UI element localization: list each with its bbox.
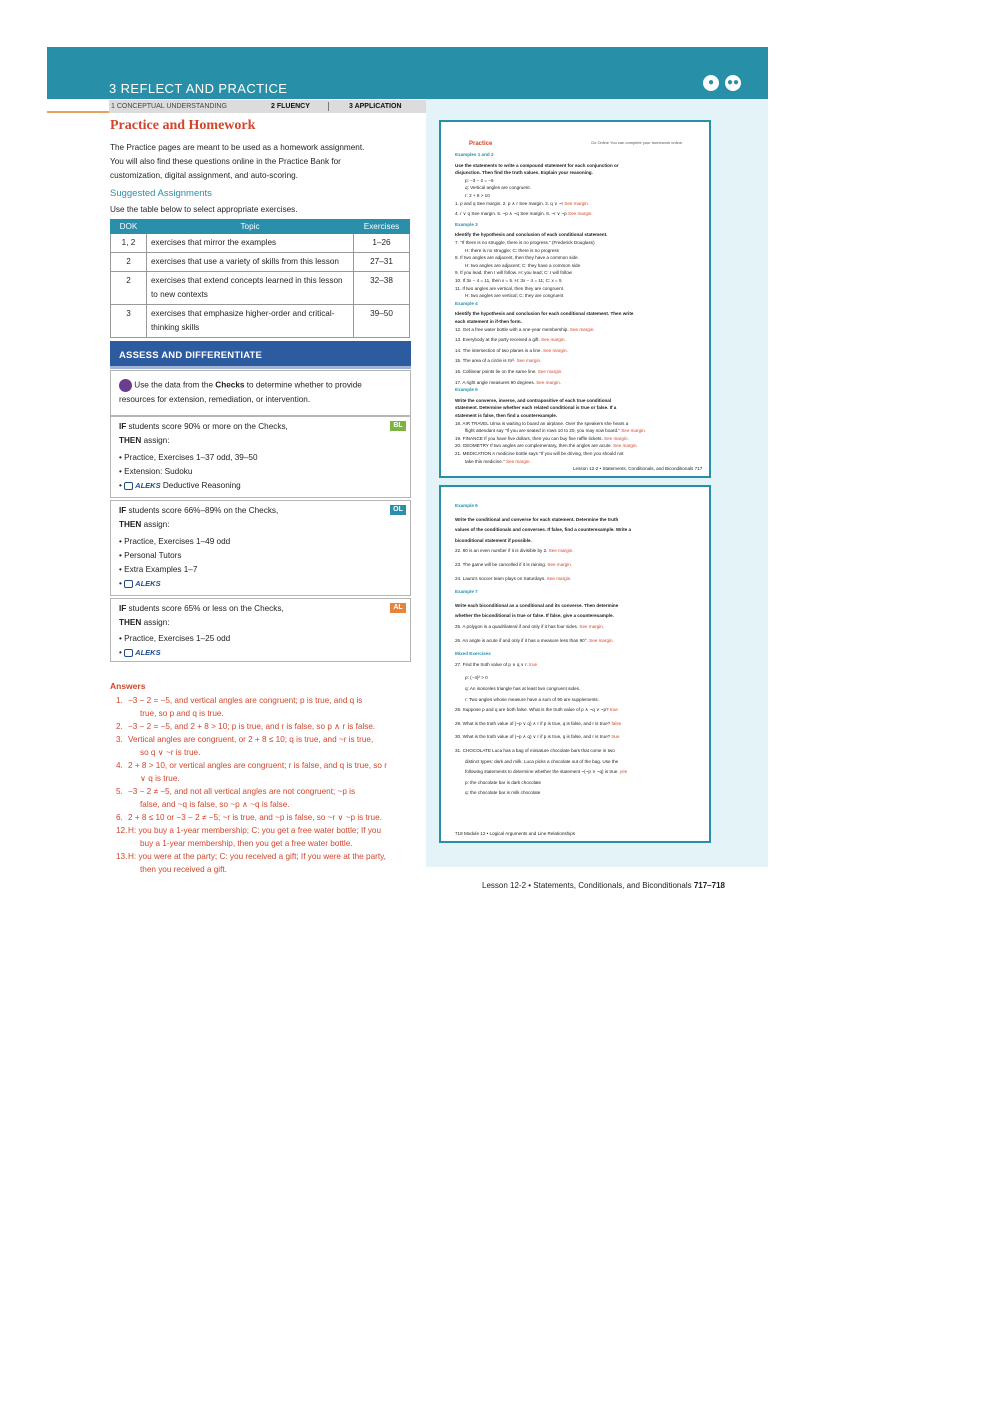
suggested-text: Use the table below to select appropriate exercises. [110,205,298,214]
exercise-line: p: the chocolate bar is dark chocolate [465,779,542,785]
exercise-line: flight attendant say "If you are seated in rows 10 to 20, you may now board." See margin. [465,428,647,434]
answer-line: 4. 2 + 8 > 10, or vertical angles are congruent; r is false, and q is true, so r [116,761,387,770]
exercise-line: 7. "If there is no struggle, there is no progress." (Frederick Douglass) [455,240,595,245]
exercise-line: 19. FINANCE If you have five dollars, then you can buy five raffle tickets. See margin. [455,435,629,441]
assess-header [110,341,411,369]
exercise-line: following statements to determine whether the statement ~(~p ∨ ~q) is true. yes [465,769,628,775]
exercise-line: H: two angles are adjacent; C: they have a common side [465,262,581,268]
exercise-line: 28. Suppose p and q are both false. What is the truth value of p ∧ ~q ∨ ~p? true [455,707,618,713]
exercise-line: distinct types: dark and milk. Luca picks a chocolate out of the bag. Use the [465,758,619,764]
exercise-line: 16. Collinear points lie on the same line. See margin. [455,369,563,374]
aleks-icon [124,580,133,588]
exercise-line: H: there is no struggle; C: there is no progress [465,247,559,253]
exercise-line: 25. A polygon is a quadrilateral if and only if it has four sides. See margin. [455,624,605,629]
col-topic: Topic [147,220,354,234]
tab-fluency[interactable]: 2 FLUENCY [271,103,310,110]
exercise-line: Identify the hypothesis and conclusion for each conditional statement. Then write [455,311,634,317]
exercise-line: 10. If 3x − 4 = 11, then x = 5. H: 3x − 4 = 11; C: x = 5 [455,278,562,283]
assignment-table [110,219,410,338]
assess-box-al: AL IF students score 65% or less on the Checks, THEN assign: • Practice, Exercises 1–25 odd • ALEKS [110,598,411,662]
exercise-line: each statement in if-then form. [455,319,522,324]
exercise-line: q: Vertical angles are congruent. [465,185,531,191]
tab-application[interactable]: 3 APPLICATION [349,103,402,110]
exercise-line: statement is false, then find a counterexample. [455,413,558,418]
exercise-line: q: An isosceles triangle has at least two congruent sides. [465,686,581,691]
col-dok: DOK [111,220,147,234]
page-footer: Lesson 12-2 • Statements, Conditionals, and Biconditionals 717–718 [482,881,725,890]
assess-title: ASSESS AND DIFFERENTIATE [119,350,263,361]
level-badge: AL [390,603,406,613]
practice-title: Practice [469,141,493,147]
exercise-line: 17. A right angle measures 90 degrees. See margin. [455,379,561,385]
data-icon [119,379,132,392]
exercise-line: Example 7 [455,589,478,595]
aleks-icon [124,482,133,490]
suggested-heading: Suggested Assignments [110,188,212,199]
assess-box-ol: OL IF students score 66%–89% on the Checks, THEN assign: • Practice, Exercises 1–49 odd • Personal Tutors • Extra Examples 1–7 • ALEKS [110,500,411,596]
page-717-footer: Lesson 12-2 • Statements, Conditionals, and Biconditionals 717 [573,466,703,471]
answer-line: false, and ~q is false, so ~p ∧ ~q is false. [140,800,290,809]
answers-heading: Answers [110,681,146,691]
exercise-line: 31. CHOCOLATE Luca has a bag of miniature chocolate bars that come in two [455,748,615,753]
section-title: 3 REFLECT AND PRACTICE [109,81,288,96]
student-page-717 [439,120,711,478]
exercise-line: Write each biconditional as a conditional and its converse. Then determine [455,602,619,608]
level-badge: OL [390,505,406,515]
exercise-line: statement. Determine whether each related conditional is true or false. If a [455,405,617,411]
exercise-line: 18. AIR TRAVEL Ulma is waiting to board an airplane. Over the speakers she hears a [455,420,629,426]
exercise-line: 29. What is the truth value of (~p ∨ q) ∧ r if p is true, q is false, and r is true? false [455,720,622,726]
exercise-line: Use the statements to write a compound statement for each conjunction or [455,162,619,168]
table-row: 2 exercises that extend concepts learned in this lesson to new contexts 32–38 [111,272,410,305]
intro-line-3: customization, digital assignment, and auto-scoring. [110,171,298,180]
exercise-line: take this medicine." See margin. [465,458,531,464]
exercise-line: 22. 80 is an even number if it is divisible by 2. See margin. [455,548,574,554]
level-badge: BL [390,421,406,431]
intro-line-2: You will also find these questions online in the Practice Bank for [110,157,341,166]
exercise-line: 23. The game will be cancelled if it is raining. See margin. [455,562,573,567]
table-row: 1, 2 exercises that mirror the examples 1–26 [111,234,410,253]
exercise-line: 14. The intersection of two planes is a line. See margin. [455,347,568,353]
exercise-line: p: −3 − 2 = −5 [465,177,494,183]
exercise-line: values of the conditionals and converses. If false, find a counterexample. Write a [455,527,632,533]
tab-conceptual-understanding[interactable]: 1 CONCEPTUAL UNDERSTANDING [111,103,227,110]
aleks-icon [124,649,133,657]
exercise-line: Example 6 [455,503,478,508]
intro-line-1: The Practice pages are meant to be used as a homework assignment. [110,143,365,152]
answer-line: 6. 2 + 8 ≤ 10 or −3 − 2 ≠ −5; ~r is true, and ~p is false, so ~r ∨ ~p is true. [116,813,382,822]
answer-line: 1. −3 − 2 = −5, and vertical angles are congruent; p is true, and q is [116,696,363,705]
accent-bar [47,111,109,113]
exercise-line: r: Two angles whose measure have a sum of 90 are supplements. [465,696,599,702]
answer-line: 2. −3 − 2 = −5, and 2 + 8 > 10; p is true, and r is false, so p ∧ r is false. [116,722,376,731]
exercise-line: Identify the hypothesis and conclusion of each conditional statement. [455,232,608,238]
go-online-note: Go Online You can complete your homework online. [591,140,684,145]
exercise-line: 8. If two angles are adjacent, then they have a common side. [455,255,579,261]
exercise-line: H: two angles are vertical; C: they are congruent [465,293,564,299]
exercise-line: disjunction. Then find the truth values. Explain your reasoning. [455,170,593,176]
exercise-line: Write the conditional and converse for each statement. Determine the truth [455,516,619,522]
exercise-line: 30. What is the truth value of (~p ∧ q) ∨ r if p is true, q is false, and r is true? true [455,734,620,740]
answer-line: 5. −3 − 2 ≠ −5, and not all vertical angles are not congruent; ~p is [116,787,356,796]
exercise-line: Write the converse, inverse, and contrapositive of each true conditional [455,397,612,403]
answer-line: so q ∨ ~r is true. [140,748,201,757]
student-page-718 [439,485,711,843]
exercise-line: r: 2 + 8 > 10 [465,193,490,198]
page-718-footer: 718 Module 12 • Logical Arguments and Line Relationships [455,831,576,836]
exercise-line: p: (−4)² > 0 [465,675,488,681]
table-row: 2 exercises that use a variety of skills from this lesson 27–31 [111,253,410,272]
exercise-line: 21. MEDICATION A medicine bottle says "If you will be driving, then you should not [455,451,624,456]
answer-line: buy a 1-year membership, then you get a free water bottle. [140,839,353,848]
exercise-line: 13. Everybody at the party received a gift. See margin. [455,337,566,343]
assess-intro: Use the data from the Checks to determine whether to provide resources for extension, remediation, or intervention. [110,370,411,416]
exercise-line: biconditional statement if possible. [455,537,532,543]
col-exercises: Exercises [354,220,410,234]
exercise-line: 9. If you lead, then I will follow. H: you lead; C: I will follow [455,270,572,276]
exercise-line: Examples 1 and 2 [455,152,494,157]
exercise-line: 26. An angle is acute if and only if it has a measure less than 90°. See margin. [455,637,614,643]
answer-line: then you received a gift. [140,865,227,874]
exercise-line: 20. GEOMETRY If two angles are complementary, then the angles are acute. See margin. [455,443,638,449]
exercise-line: 24. Laura's soccer team plays on Saturdays. See margin. [455,575,572,581]
exercise-line: 11. If two angles are vertical, then they are congruent. [455,285,565,291]
exercise-line: 1. p and q See margin. 2. p ∧ r See margin. 3. q ∨ ~r See margin. [455,200,590,206]
exercise-line: 27. Find the truth value of p ∧ q ∨ r. true [455,661,538,667]
person-icon[interactable]: ● [703,75,719,91]
assess-box-bl: BL IF students score 90% or more on the Checks, THEN assign: • Practice, Exercises 1–37 odd, 39–50 • Extension: Sudoku • ALEKS Deductive Reasoning [110,416,411,498]
answer-line: true, so p and q is true. [140,709,224,718]
answer-line: 13.H: you were at the party; C: you received a gift; If you were at the party, [116,852,386,861]
group-icon[interactable]: ●● [725,75,741,91]
exercise-line: Mixed Exercises [455,651,491,657]
header-banner [47,47,768,99]
exercise-line: 12. Get a free water bottle with a one-year membership. See margin. [455,326,595,332]
answer-line: 12.H: you buy a 1-year membership; C: you get a free water bottle; If you [116,826,382,835]
answer-line: ∨ q is true. [140,774,180,783]
exercise-line: 15. The area of a circle is πr². See margin. [455,358,542,364]
exercise-line: Example 3 [455,221,478,227]
exercise-line: whether the biconditional is true or false. If false, give a counterexample. [455,613,614,619]
lesson-phase-tabs [109,100,426,113]
exercise-line: q: the chocolate bar is milk chocolate [465,790,541,796]
exercise-line: 4. r ∨ q See margin. 5. ~p ∧ ~q See margin. 6. ~r ∨ ~p See margin. [455,211,593,217]
page-title: Practice and Homework [110,118,256,133]
answer-line: 3. Vertical angles are congruent, or 2 + 8 ≤ 10; q is true, and ~r is true, [116,735,374,744]
table-row: 3 exercises that emphasize higher-order and critical-thinking skills 39–50 [111,305,410,338]
exercise-line: Example 4 [455,300,478,306]
exercise-line: Example 5 [455,387,478,393]
